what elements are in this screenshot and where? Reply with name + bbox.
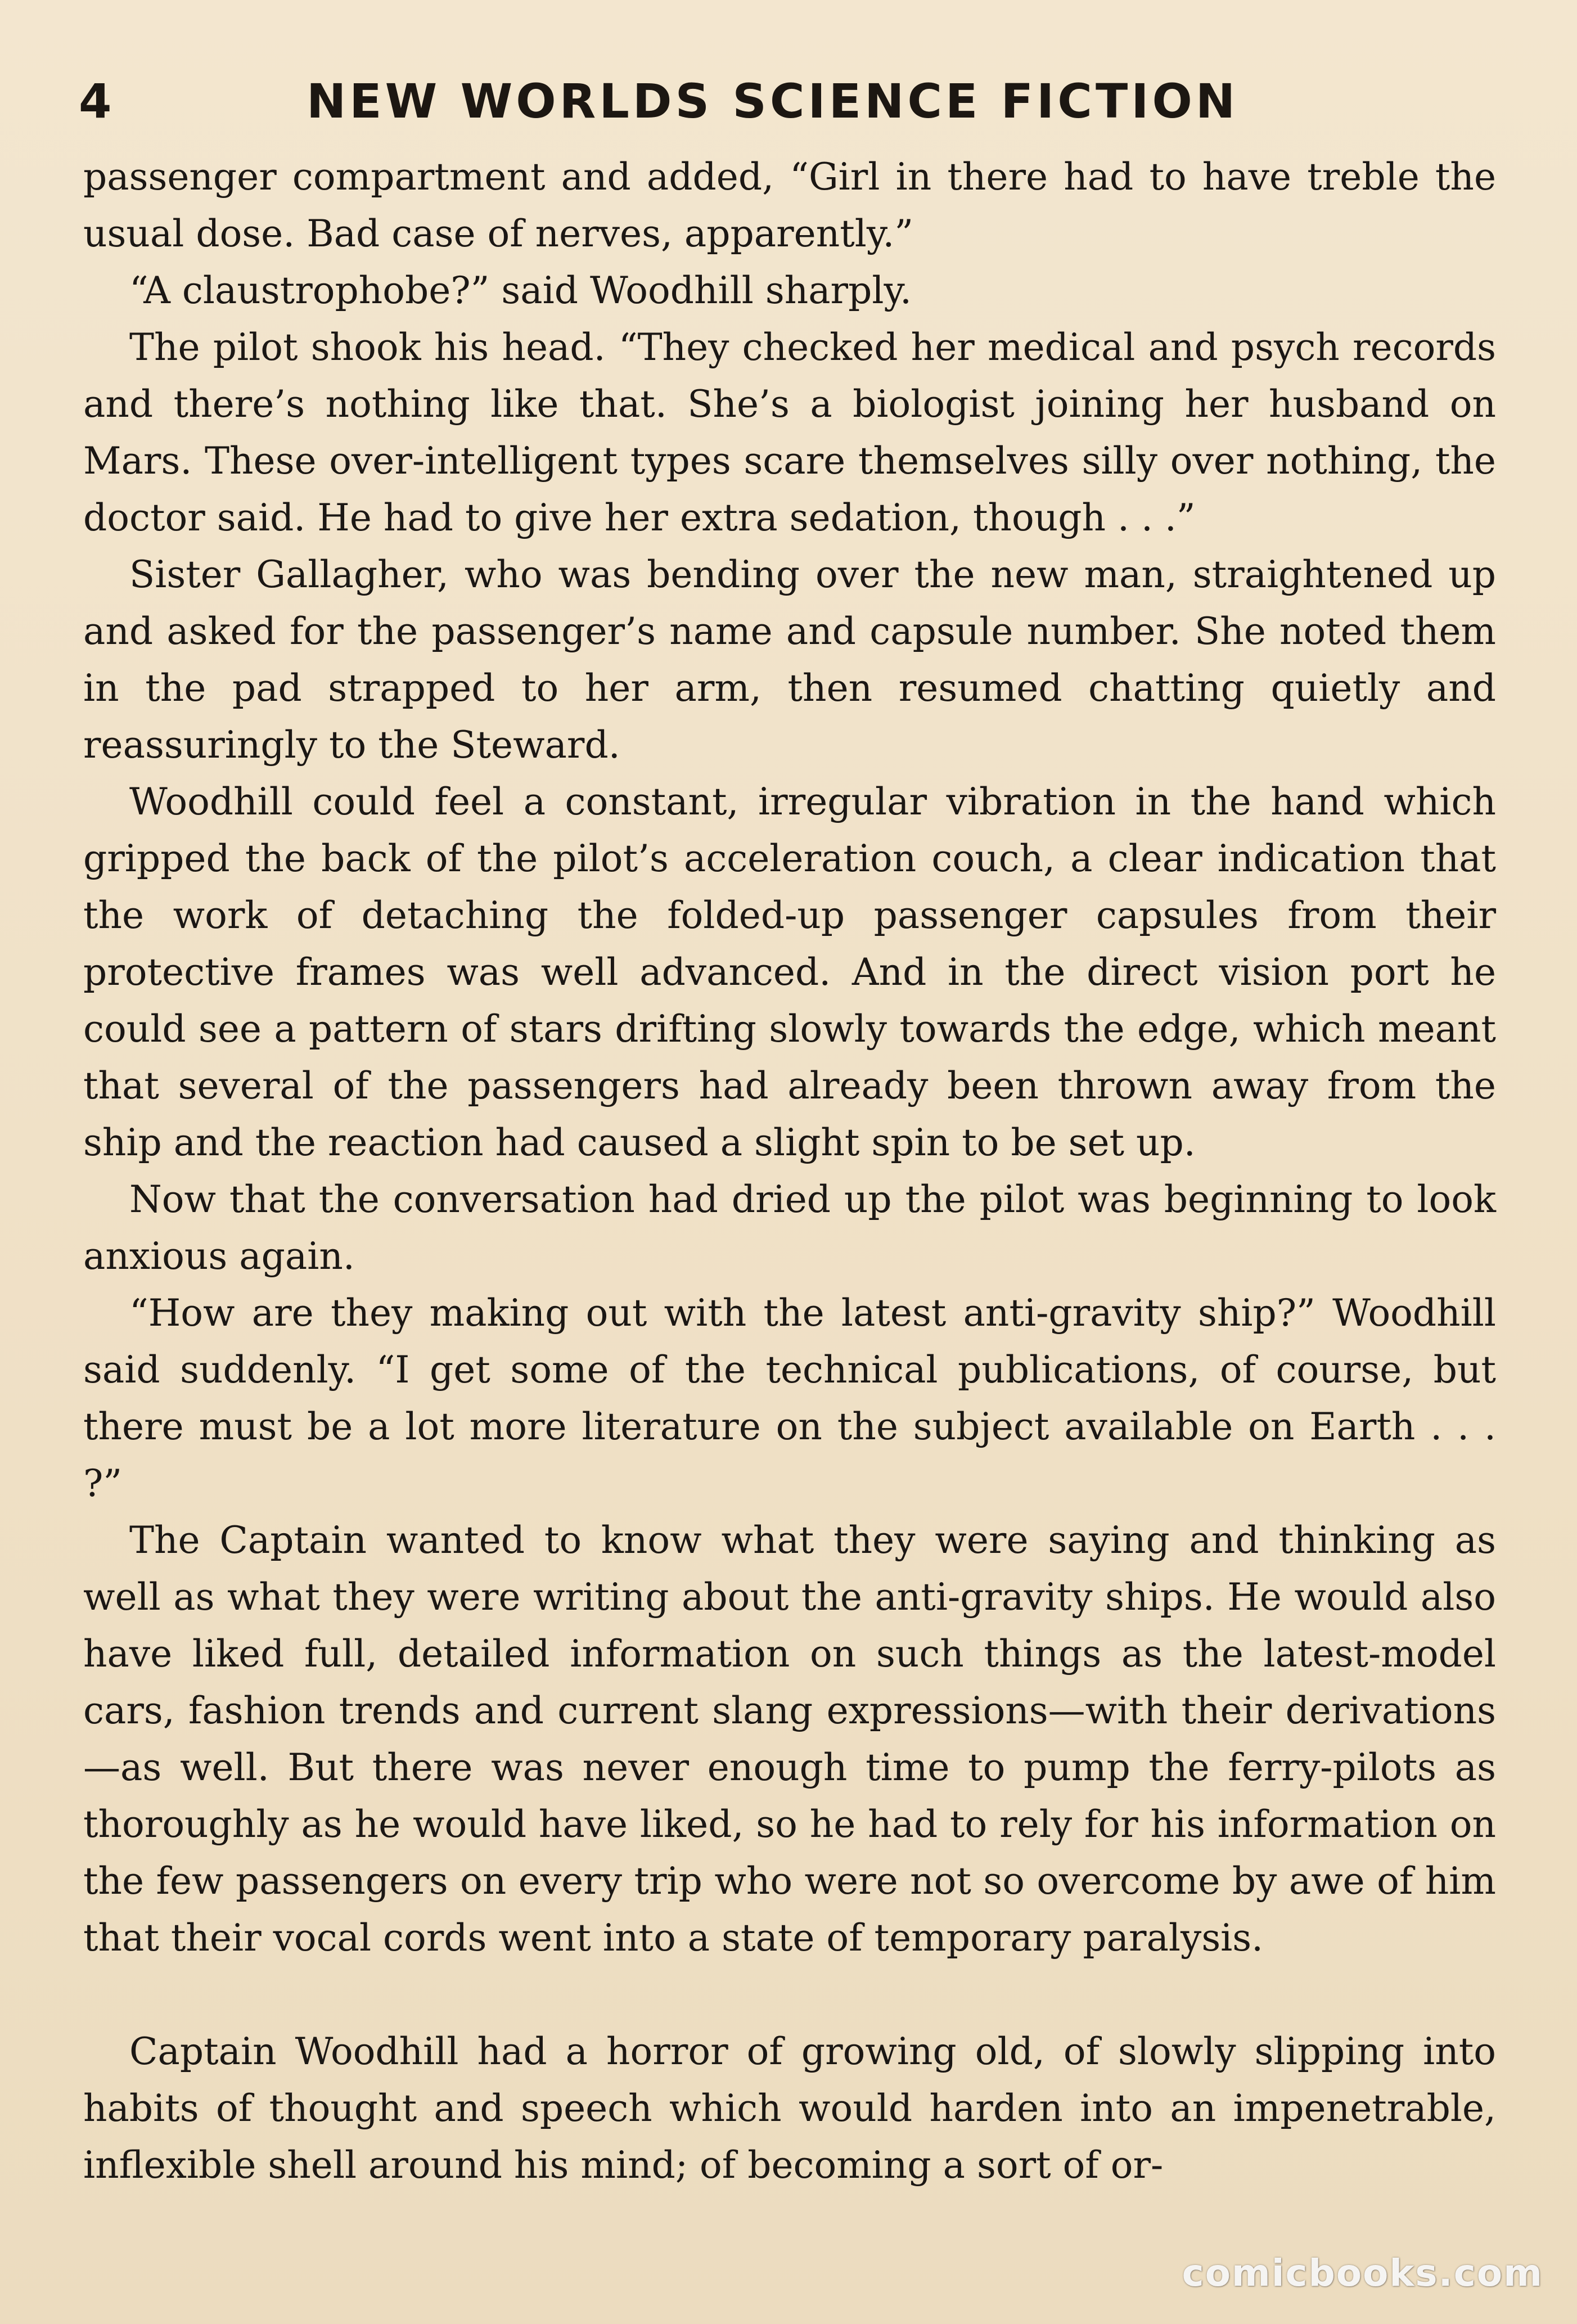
paragraph: Sister Gallagher, who was bending over the new man, straightened up and asked for the passenger’s name and capsule number. She noted them in the pad strapped to her arm, then resumed chatting quietly and reassuringly to the Steward. — [83, 553, 1496, 767]
page-number: 4 — [79, 74, 115, 129]
body-text — [83, 148, 1496, 2194]
paragraph: The pilot shook his head. “They checked her medical and psych records and there’s nothing like that. She’s a biologist joining her husband on Mars. These over-intelligent types scare themselves silly over nothing, the doctor said. He had to give her extra sedation, though . . .” — [83, 326, 1496, 539]
paragraph: “A claustrophobe?” said Woodhill sharply. — [129, 269, 912, 312]
running-title: NEW WORLDS SCIENCE FICTION — [307, 74, 1239, 129]
paragraph: Now that the conversation had dried up the pilot was beginning to look anxious again. — [83, 1178, 1496, 1278]
watermark: comicbooks.com — [1182, 2251, 1543, 2295]
running-header — [79, 70, 1496, 132]
paragraph: passenger compartment and added, “Girl in there had to have treble the usual dose. Bad case of nerves, apparently.” — [83, 155, 1496, 255]
paragraph: Captain Woodhill had a horror of growing old, of slowly slipping into habits of thought and speech which would harden into an impenetrable, inflexible shell around his mind; of becoming a sort of or- — [83, 2030, 1496, 2187]
paragraph: Woodhill could feel a constant, irregular vibration in the hand which gripped the back of the pilot’s acceleration couch, a clear indication that the work of detaching the folded-up passenger capsules from their protective frames was well advanced. And in the direct vision port he could see a pattern of stars drifting slowly towards the edge, which meant that several of the passengers had already been thrown away from the ship and the reaction had caused a slight spin to be set up. — [83, 780, 1496, 1164]
paragraph: The Captain wanted to know what they were saying and thinking as well as what they were writing about the anti-gravity ships. He would also have liked full, detailed information on such things as the latest-model cars, fashion trends and current slang expressions—with their derivations—as well. But there was never enough time to pump the ferry-pilots as thoroughly as he would have liked, so he had to rely for his information on the few passengers on every trip who were not so overcome by awe of him that their vocal cords went into a state of temporary paralysis. — [83, 1519, 1496, 1960]
paragraph: “How are they making out with the latest anti-gravity ship?” Woodhill said suddenly. “I get some of the technical publications, of course, but there must be a lot more literature on the subject available on Earth . . . ?” — [83, 1291, 1496, 1505]
